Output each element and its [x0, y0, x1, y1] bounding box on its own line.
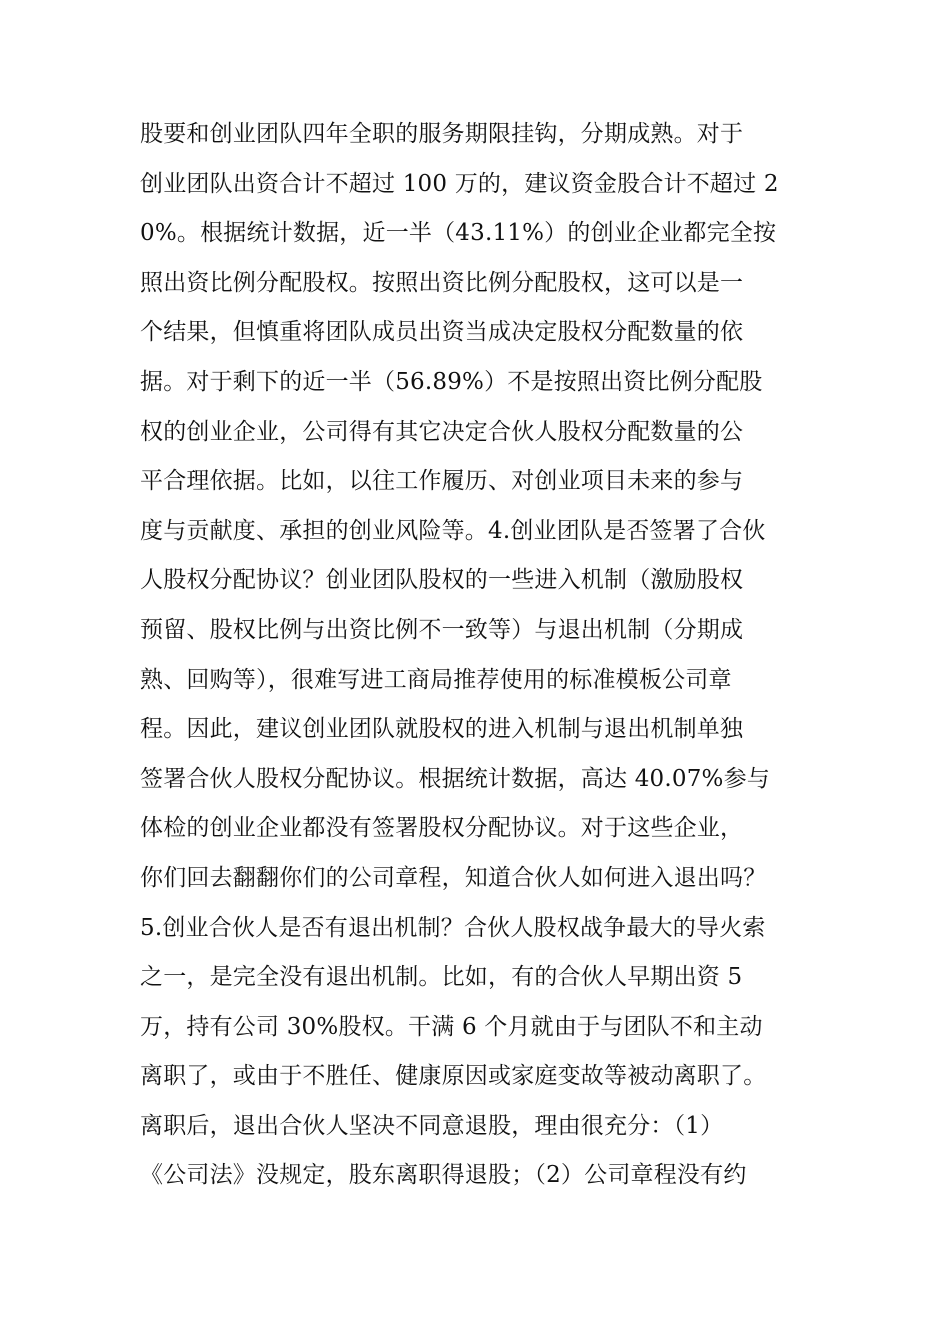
text-line: 《公司法》没规定，股东离职得退股；（2）公司章程没有约 [140, 1162, 747, 1189]
text-line: 照出资比例分配股权。按照出资比例分配股权，这可以是一 [140, 269, 744, 296]
body-text [140, 110, 840, 1201]
text-line: 5.创业合伙人是否有退出机制？合伙人股权战争最大的导火索 [140, 914, 766, 941]
text-line: 熟、回购等），很难写进工商局推荐使用的标准模板公司章 [140, 666, 732, 693]
text-line: 据。对于剩下的近一半（56.89%）不是按照出资比例分配股 [140, 368, 763, 395]
text-line: 离职后，退出合伙人坚决不同意退股，理由很充分：（1） [140, 1112, 724, 1139]
text-line: 你们回去翻翻你们的公司章程，知道合伙人如何进入退出吗？ [140, 864, 767, 891]
text-line: 平合理依据。比如，以往工作履历、对创业项目未来的参与 [140, 468, 744, 495]
text-line: 程。因此，建议创业团队就股权的进入机制与退出机制单独 [140, 716, 744, 743]
text-line: 0%。根据统计数据，近一半（43.11%）的创业企业都完全按 [140, 220, 777, 247]
text-line: 权的创业企业，公司得有其它决定合伙人股权分配数量的公 [140, 418, 744, 445]
text-line: 度与贡献度、承担的创业风险等。4.创业团队是否签署了合伙 [140, 517, 766, 544]
text-line: 离职了，或由于不胜任、健康原因或家庭变故等被动离职了。 [140, 1063, 767, 1090]
text-line: 预留、股权比例与出资比例不一致等）与退出机制（分期成 [140, 616, 744, 643]
text-line: 万，持有公司 30%股权。干满 6 个月就由于与团队不和主动 [140, 1013, 763, 1040]
text-line: 人股权分配协议？创业团队股权的一些进入机制（激励股权 [140, 567, 744, 594]
text-line: 个结果，但慎重将团队成员出资当成决定股权分配数量的依 [140, 319, 744, 346]
text-line: 股要和创业团队四年全职的服务期限挂钩，分期成熟。对于 [140, 121, 744, 147]
text-line: 之一，是完全没有退出机制。比如，有的合伙人早期出资 5 [140, 964, 743, 991]
text-line: 签署合伙人股权分配协议。根据统计数据，高达 40.07%参与 [140, 765, 771, 792]
text-line: 创业团队出资合计不超过 100 万的，建议资金股合计不超过 2 [140, 170, 779, 197]
text-line: 体检的创业企业都没有签署股权分配协议。对于这些企业， [140, 815, 744, 842]
